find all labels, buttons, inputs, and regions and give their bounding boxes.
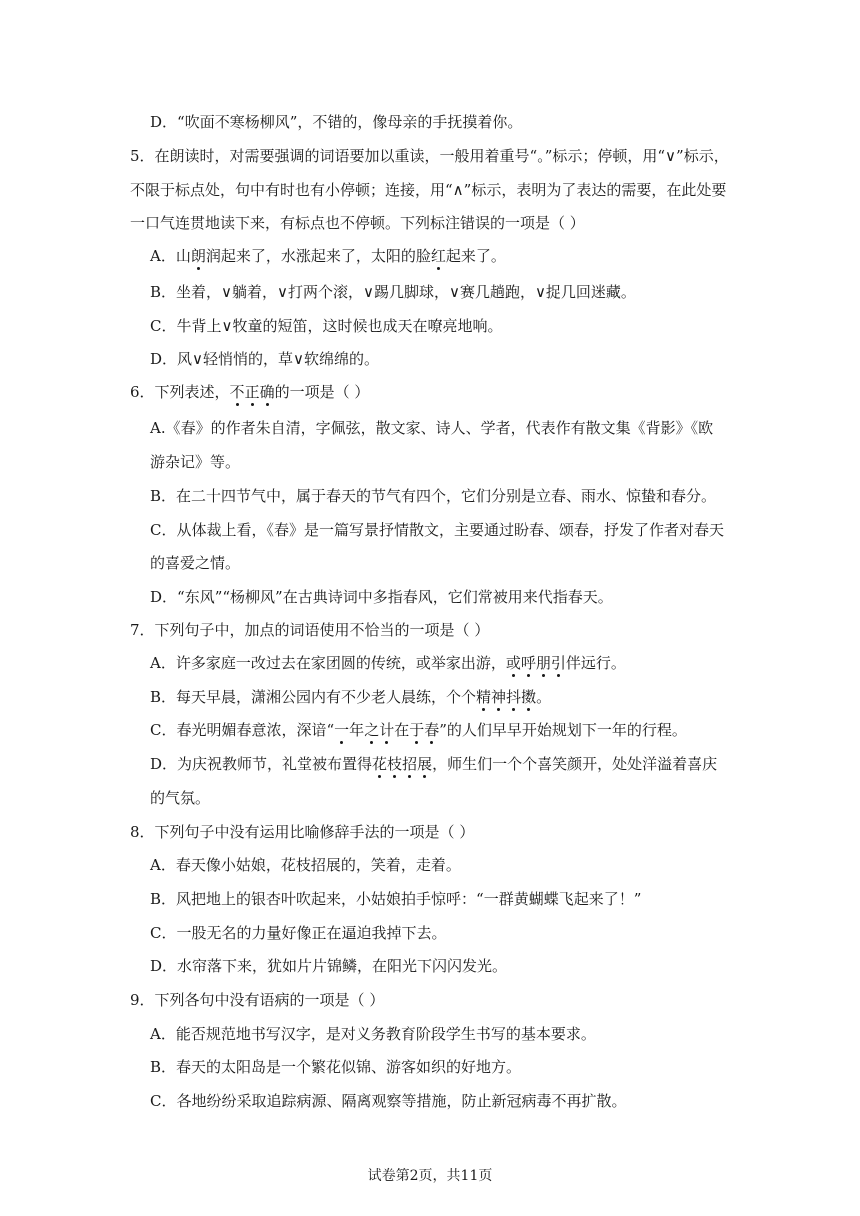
- text-segment: 的气氛。: [150, 789, 211, 807]
- text-line: [150, 282, 636, 302]
- text-line: [150, 246, 506, 266]
- text-line: [150, 855, 461, 875]
- text-segment: A．能否规范地书写汉字，是对义务教育阶段学生书写的基本要求。: [150, 1025, 596, 1043]
- text-segment: 6．下列表述，: [130, 383, 230, 401]
- text-segment: C．春光明媚春意浓，深谙“: [150, 721, 335, 739]
- text-segment: A．山: [150, 247, 191, 265]
- text-segment: 9．下列各句中没有语病的一项是（ ）: [130, 991, 385, 1009]
- text-line: [150, 349, 379, 369]
- emphasized-char: 花: [372, 755, 388, 773]
- emphasized-char: 精: [476, 688, 492, 706]
- text-segment: B．每天早晨，潇湘公园内有不少老人晨练，个个: [150, 688, 477, 706]
- text-segment: A.《春》的作者朱自清，字佩弦，散文家、诗人、学者，代表作有散文集《背影》《欧: [150, 419, 714, 437]
- text-segment: C．牛背上∨牧童的短笛，这时候也成天在嘹亮地响。: [150, 317, 503, 335]
- text-line: [150, 1091, 626, 1111]
- emphasized-char: 引: [550, 654, 566, 672]
- emphasized-char: 之: [364, 721, 380, 739]
- text-segment: B．坐着，∨躺着，∨打两个滚，∨踢几脚球，∨赛几趟跑，∨捉几回迷藏。: [150, 283, 636, 301]
- text-segment: 一口气连贯地读下来，有标点也不停顿。下列标注错误的一项是（ ）: [130, 214, 585, 232]
- text-line: [150, 316, 502, 336]
- text-segment: B．风把地上的银杏叶吹起来，小姑娘拍手惊呼：“一群黄蝴蝶飞起来了！”: [150, 890, 642, 908]
- question-line: [130, 620, 489, 640]
- emphasized-char: 朋: [535, 654, 551, 672]
- text-line: [130, 180, 726, 200]
- emphasized-char: 枝: [387, 755, 403, 773]
- text-line: [150, 1024, 596, 1044]
- emphasized-char: 不: [229, 383, 245, 401]
- question-line: [130, 382, 369, 402]
- emphasized-char: 呼: [520, 654, 536, 672]
- text-line: [150, 486, 716, 506]
- text-line: [150, 754, 717, 774]
- text-line: [150, 112, 522, 132]
- emphasized-char: 确: [259, 383, 275, 401]
- text-segment: C．从体裁上看，《春》是一篇写景抒情散文，主要通过盼春、颂春，抒发了作者对春天: [150, 521, 724, 539]
- emphasized-char: 或: [505, 654, 521, 672]
- text-line: [150, 553, 240, 573]
- text-line: [150, 587, 613, 607]
- text-segment: A．许多家庭一改过去在家团圆的传统，或举家出游，: [150, 654, 506, 672]
- emphasized-char: 朗: [190, 247, 206, 265]
- text-line: [150, 889, 641, 909]
- page-footer: 试卷第2页，共11页: [367, 1168, 493, 1184]
- text-line: [150, 452, 240, 472]
- text-line: [150, 687, 551, 707]
- text-line: [150, 520, 724, 540]
- emphasized-char: 计: [379, 721, 395, 739]
- text-line: [150, 1057, 521, 1077]
- emphasized-char: 擞: [521, 688, 537, 706]
- text-segment: 7．下列句子中，加点的词语使用不恰当的一项是（ ）: [130, 621, 490, 639]
- emphasized-char: 抖: [506, 688, 522, 706]
- question-line: [130, 146, 729, 166]
- emphasized-char: 神: [491, 688, 507, 706]
- text-segment: D．水帘落下来，犹如片片锦鳞，在阳光下闪闪发光。: [150, 957, 508, 975]
- emphasized-char: 红: [430, 247, 446, 265]
- text-segment: C．各地纷纷采取追踪病源、隔离观察等措施，防止新冠病毒不再扩散。: [150, 1092, 627, 1110]
- emphasized-char: 一: [334, 721, 350, 739]
- text-segment: 8．下列句子中没有运用比喻修辞手法的一项是（ ）: [130, 823, 475, 841]
- text-segment: 年: [349, 721, 365, 739]
- text-line: [150, 956, 507, 976]
- emphasized-char: 展: [417, 755, 433, 773]
- text-segment: 润起来了，水涨起来了，太阳的脸: [205, 247, 431, 265]
- text-segment: 在: [394, 721, 410, 739]
- emphasized-char: 于: [409, 721, 425, 739]
- text-segment: 游杂记》等。: [150, 453, 241, 471]
- text-line: [150, 923, 446, 943]
- text-segment: ，师生们一个个喜笑颜开，处处洋溢着喜庆: [432, 755, 718, 773]
- text-segment: D．“吹面不寒杨柳风”，不错的，像母亲的手抚摸着你。: [150, 113, 523, 131]
- text-segment: D．“东风”“杨柳风”在古典诗词中多指春风，它们常被用来代指春天。: [150, 588, 613, 606]
- text-segment: 不限于标点处，句中有时也有小停顿；连接，用“∧”标示，表明为了表达的需要，在此处要: [130, 181, 727, 199]
- text-segment: D．风∨轻悄悄的，草∨软绵绵的。: [150, 350, 379, 368]
- emphasized-char: 正: [244, 383, 260, 401]
- question-line: [130, 822, 474, 842]
- emphasized-char: 春: [424, 721, 440, 739]
- text-line: [150, 788, 210, 808]
- emphasized-char: 招: [402, 755, 418, 773]
- text-segment: 5．在朗读时，对需要强调的词语要加以重读，一般用着重号“。”标示；停顿，用“∨”标示，: [130, 147, 729, 165]
- question-line: [130, 990, 384, 1010]
- text-line: [130, 213, 585, 233]
- text-segment: B．在二十四节气中，属于春天的节气有四个，它们分别是立春、雨水、惊蛰和春分。: [150, 487, 717, 505]
- text-segment: ”的人们早早开始规划下一年的行程。: [439, 721, 687, 739]
- text-segment: 伴远行。: [565, 654, 626, 672]
- text-segment: D．为庆祝教师节，礼堂被布置得: [150, 755, 373, 773]
- text-segment: B．春天的太阳岛是一个繁花似锦、游客如织的好地方。: [150, 1058, 522, 1076]
- text-segment: 起来了。: [445, 247, 506, 265]
- text-segment: 。: [536, 688, 552, 706]
- text-line: [150, 720, 687, 740]
- text-segment: C．一股无名的力量好像正在逼迫我掉下去。: [150, 924, 447, 942]
- text-line: [150, 418, 713, 438]
- text-segment: A．春天像小姑娘，花枝招展的，笑着，走着。: [150, 856, 461, 874]
- text-segment: 的喜爱之情。: [150, 554, 241, 572]
- text-segment: 的一项是（ ）: [274, 383, 370, 401]
- text-line: [150, 653, 626, 673]
